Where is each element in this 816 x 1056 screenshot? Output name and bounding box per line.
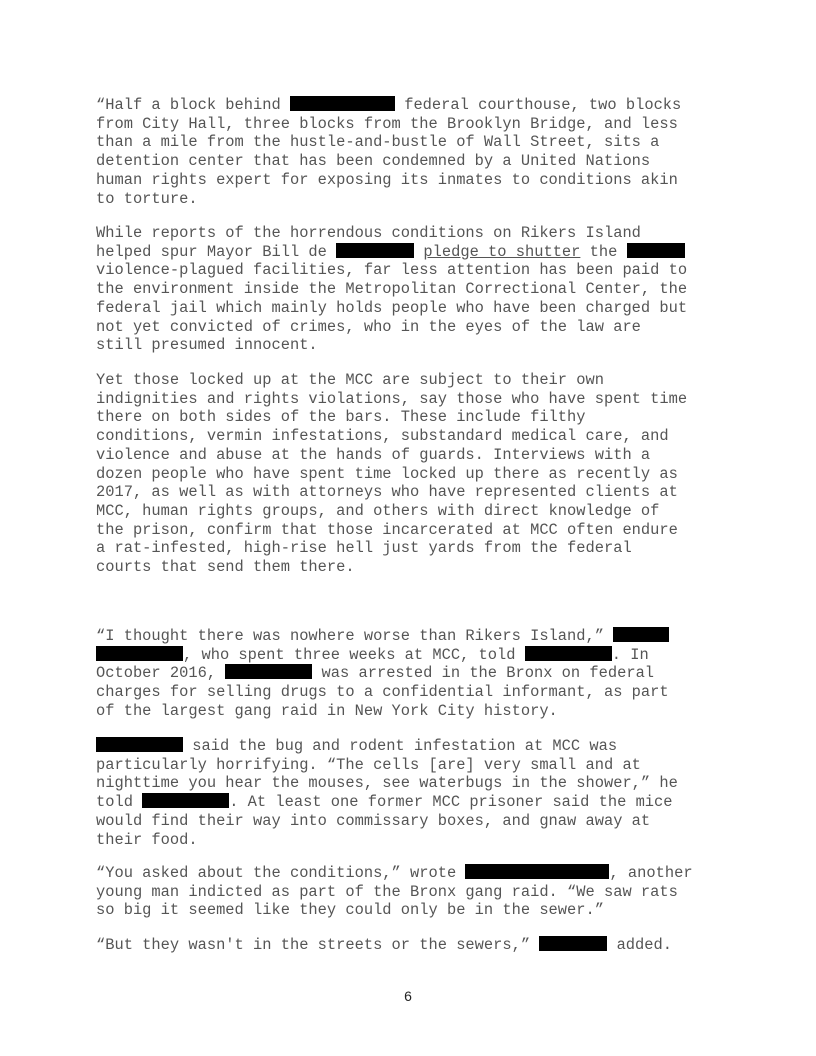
text-run: their food. [96,830,198,849]
text-run: detention center that has been condemned by a United Nations [96,152,651,171]
text-run: dozen people who have spent time locked up there as recently as [96,464,678,483]
text-run [414,243,423,261]
text-run: young man indicted as part of the Bronx gang raid. “We saw rats [96,882,678,901]
text-run: the [580,242,627,261]
paragraph-1 [96,96,681,208]
text-run: October 2016, [96,664,226,683]
text-run: nighttime you hear the mouses, see waterbugs in the shower,” he [96,774,678,793]
redaction-bar [525,646,612,661]
paragraph-5 [96,737,678,849]
text-run: still presumed innocent. [96,336,318,355]
text-run: “I thought there was nowhere worse than Rikers Island,” [96,627,614,645]
text-run: of the largest gang raid in New York City history. [96,701,558,720]
text-run: violence and abuse at the hands of guards. Interviews with a [96,445,651,464]
redaction-bar [465,864,609,879]
page-number: 6 [404,988,412,1004]
redaction-bar [336,243,414,258]
text-run: federal courthouse, two blocks [394,96,682,114]
text-run: 2017, as well as with attorneys who have represented clients at [96,483,678,502]
text-run: would find their way into commissary boxes, and gnaw away at [96,811,651,830]
text-run: not yet convicted of crimes, who in the eyes of the law are [96,317,641,336]
text-run: , who spent three weeks at MCC, told [183,645,525,664]
paragraph-7 [96,936,672,955]
text-run: . In [611,645,649,664]
text-run: than a mile from the hustle-and-bustle of Wall Street, sits a [96,133,660,152]
text-run: to torture. [96,189,198,208]
text-run: charges for selling drugs to a confidential informant, as part [96,683,669,702]
paragraph-4 [96,627,669,721]
text-run: told [96,793,143,812]
text-run: human rights expert for exposing its inmates to conditions akin [96,170,678,189]
paragraph-3 [96,371,687,577]
text-run: . At least one former MCC prisoner said the mice [229,793,673,812]
text-run: violence-plagued facilities, far less attention has been paid to [96,261,688,280]
redaction-bar [539,936,607,951]
text-run: “You asked about the conditions,” wrote [96,864,466,882]
redaction-bar [96,737,183,752]
text-run: , another [609,864,693,882]
text-run: the environment inside the Metropolitan Correctional Center, the [96,280,688,299]
redaction-bar [290,96,395,111]
pledge-link[interactable]: pledge to shutter [423,242,581,261]
text-run: “But they wasn't in the streets or the sewers,” [96,936,540,954]
text-run: particularly horrifying. “The cells [are] very small and at [96,755,641,774]
text-run: indignities and rights violations, say those who have spent time [96,389,688,408]
text-run: added. [607,936,672,954]
redaction-bar [613,627,669,642]
text-run: helped spur Mayor Bill de [96,242,337,261]
text-run: so big it seemed like they could only be in the sewer.” [96,901,604,920]
text-run: MCC, human rights groups, and others with direct knowledge of [96,501,660,520]
paragraph-2 [96,224,687,355]
redaction-bar [142,793,229,808]
text-run: there on both sides of the bars. These include filthy [96,408,586,427]
redaction-bar [225,664,312,679]
text-run: courts that send them there. [96,558,355,577]
text-run: from City Hall, three blocks from the Brooklyn Bridge, and less [96,114,678,133]
text-run: a rat-infested, high-rise hell just yards from the federal [96,539,632,558]
text-run: “Half a block behind [96,96,290,114]
paragraph-6 [96,864,693,920]
text-run: conditions, vermin infestations, substandard medical care, and [96,427,669,446]
text-run: said the bug and rodent infestation at MCC was [183,737,618,755]
text-run: While reports of the horrendous conditions on Rikers Island [96,224,641,242]
text-run: was arrested in the Bronx on federal [312,664,655,683]
text-run: Yet those locked up at the MCC are subject to their own [96,371,604,389]
redaction-bar [96,646,183,661]
text-run: the prison, confirm that those incarcerated at MCC often endure [96,520,678,539]
text-run: federal jail which mainly holds people who have been charged but [96,298,688,317]
redaction-bar [627,243,685,258]
